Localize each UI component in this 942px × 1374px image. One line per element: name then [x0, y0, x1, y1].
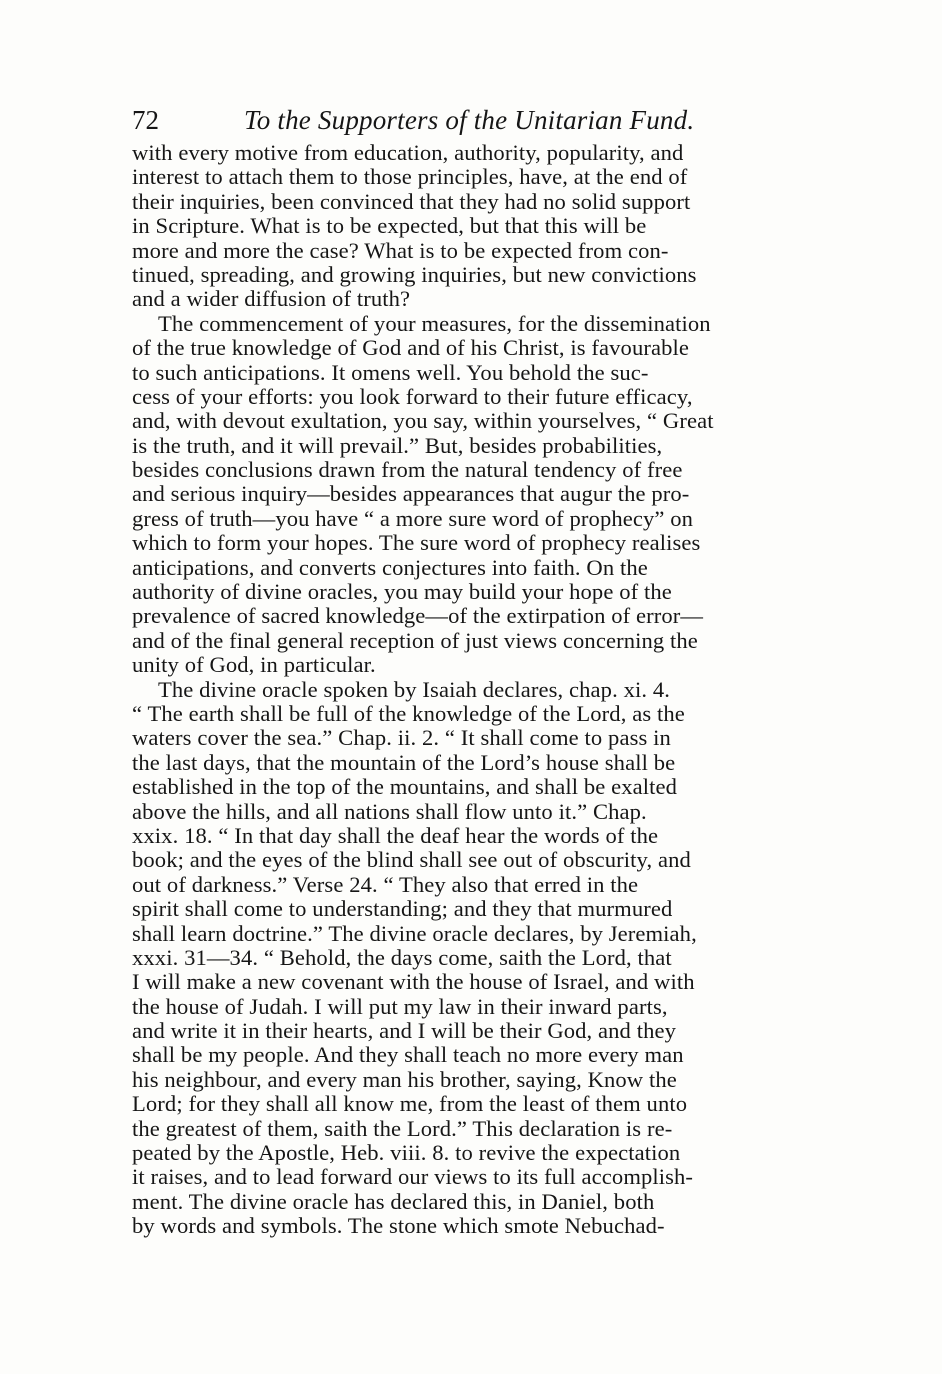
text-line: interest to attach them to those principles, have, at the end of [132, 164, 688, 190]
text-line: to such anticipations. It omens well. You behold the suc- [132, 359, 649, 385]
text-line: unity of God, in particular. [132, 652, 376, 678]
paragraph-start-line: The divine oracle spoken by Isaiah declares, chap. xi. 4. [158, 676, 670, 702]
text-line: above the hills, and all nations shall flow unto it.” Chap. [132, 798, 647, 824]
text-line: the house of Judah. I will put my law in their inward parts, [132, 993, 668, 1019]
text-line: with every motive from education, authority, popularity, and [132, 140, 684, 165]
text-line: and write it in their hearts, and I will be their God, and they [132, 1018, 677, 1044]
text-line: waters cover the sea.” Chap. ii. 2. “ It shall come to pass in [132, 725, 671, 751]
text-line: the last days, that the mountain of the Lord’s house shall be [132, 749, 676, 775]
text-line: shall be my people. And they shall teach no more every man [132, 1042, 684, 1068]
paragraph-start-line: The commencement of your measures, for the dissemination [158, 310, 711, 336]
text-line: and a wider diffusion of truth? [132, 286, 411, 312]
text-line: I will make a new covenant with the house of Israel, and with [132, 969, 695, 995]
text-line: “ The earth shall be full of the knowledge of the Lord, as the [132, 700, 685, 726]
text-line: tinued, spreading, and growing inquiries, but new convictions [132, 261, 697, 287]
text-line: and of the final general reception of just views concerning the [132, 627, 698, 653]
text-line: in Scripture. What is to be expected, but that this will be [132, 213, 647, 239]
text-line: shall learn doctrine.” The divine oracle declares, by Jeremiah, [132, 920, 697, 946]
body-text [132, 141, 852, 1239]
text-line: their inquiries, been convinced that they had no solid support [132, 188, 691, 214]
text-line: and, with devout exultation, you say, within yourselves, “ Great [132, 408, 714, 434]
text-line: Lord; for they shall all know me, from the least of them unto [132, 1091, 688, 1117]
text-line: and serious inquiry—besides appearances that augur the pro- [132, 481, 690, 507]
text-line: anticipations, and converts conjectures into faith. On the [132, 554, 648, 580]
text-line: xxxi. 31—34. “ Behold, the days come, saith the Lord, that [132, 944, 672, 970]
text-line: prevalence of sacred knowledge—of the extirpation of error— [132, 603, 704, 629]
text-line: gress of truth—you have “ a more sure word of prophecy” on [132, 505, 694, 531]
text-line: peated by the Apostle, Heb. viii. 8. to revive the expectation [132, 1140, 681, 1166]
text-line: the greatest of them, saith the Lord.” This declaration is re- [132, 1115, 673, 1141]
text-line: which to form your hopes. The sure word of prophecy realises [132, 530, 701, 556]
text-line: besides conclusions drawn from the natural tendency of free [132, 457, 683, 483]
text-line: more and more the case? What is to be expected from con- [132, 237, 669, 263]
text-line: ment. The divine oracle has declared this, in Daniel, both [132, 1188, 655, 1214]
text-line: of the true knowledge of God and of his Christ, is favourable [132, 335, 690, 361]
text-line: established in the top of the mountains, and shall be exalted [132, 774, 678, 800]
text-line: out of darkness.” Verse 24. “ They also that erred in the [132, 871, 639, 897]
page-header [132, 102, 832, 138]
text-line: xxix. 18. “ In that day shall the deaf hear the words of the [132, 822, 659, 848]
text-line: book; and the eyes of the blind shall see out of obscurity, and [132, 847, 691, 873]
text-line: is the truth, and it will prevail.” But, besides probabilities, [132, 432, 663, 458]
running-title: To the Supporters of the Unitarian Fund. [244, 105, 695, 135]
text-line: his neighbour, and every man his brother, saying, Know the [132, 1066, 677, 1092]
page-number: 72 [132, 105, 159, 135]
text-line: cess of your efforts: you look forward to their future efficacy, [132, 383, 693, 409]
text-line: spirit shall come to understanding; and they that murmured [132, 896, 673, 922]
text-line: it raises, and to lead forward our views to its full accomplish- [132, 1164, 694, 1190]
text-line: by words and symbols. The stone which smote Nebuchad- [132, 1213, 665, 1239]
text-line: authority of divine oracles, you may build your hope of the [132, 579, 672, 605]
